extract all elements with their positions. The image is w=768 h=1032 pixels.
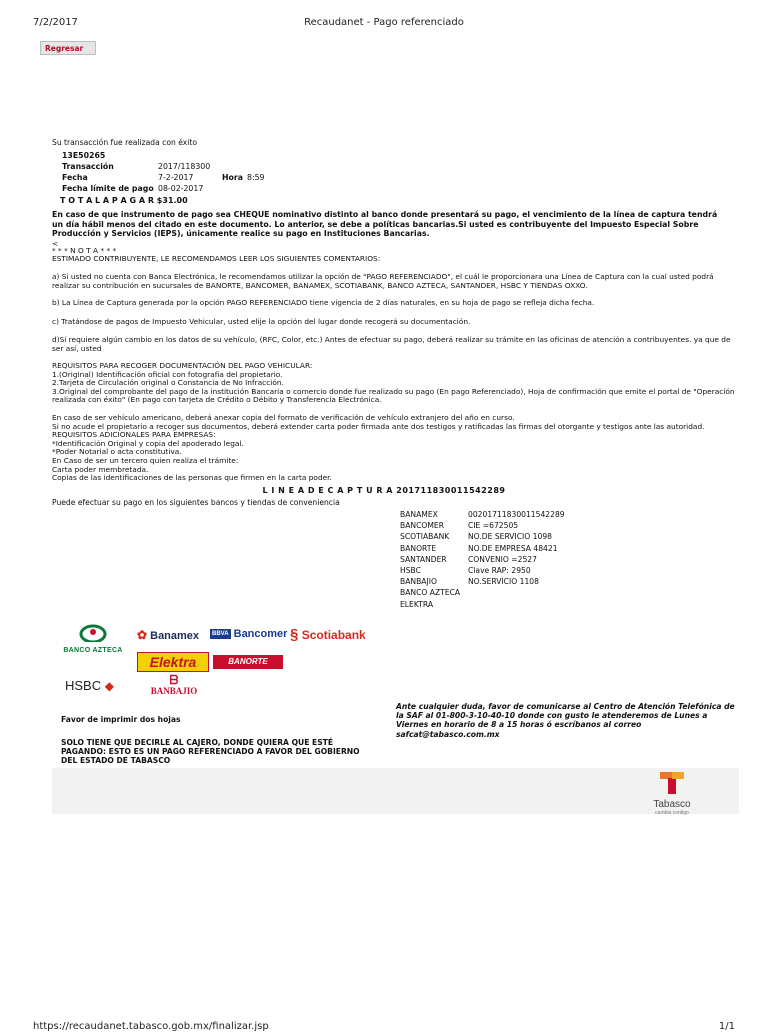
bank-name: BANBAJIO [400,577,437,587]
hsbc-logo-text: HSBC [65,678,102,693]
tabasco-slogan: cambia contigo [655,810,689,816]
bank-reference: CIE =672505 [468,521,519,531]
bank-name: SCOTIABANK [400,532,450,542]
bank-reference: NO.DE EMPRESA 48421 [468,543,558,553]
bank-name: BANORTE [400,543,437,553]
banbajio-logo-text: BANBAJIO [150,686,198,696]
table-row [400,566,565,577]
print-two-pages-note: Favor de imprimir dos hojas [61,715,181,724]
nota-c: c) Tratándose de pagos de Impuesto Vehicular, usted elije la opción del lugar donde recogerá su documentación. [52,317,471,326]
table-row [400,521,565,532]
contact-info: Ante cualquier duda, favor de comunicarse al Centro de Atención Telefónica de la SAF al 01-800-3-10-40-10 donde con gusto le atenderemos de Lunes a Viernes en horario de 8 a 15 horas ó escríbanos al correo safcat@tabasco.com.mx [396,702,735,739]
bank-reference [468,588,565,599]
bank-name: SANTANDER [400,554,447,564]
back-button[interactable]: Regresar [40,41,96,55]
cheque-warning: En caso de que instrumento de pago sea CHEQUE nominativo distinto al banco donde presentará su pago, el vencimiento de la línea de captura tendrá un día hábil menos del citado en este documento. Lo anterior, se debe a políticas bancarias.Si usted es contribuyente del Impuesto Especial Sobre Producción y Servicios (IEPS), únicamente realice su pago en Instituciones Bancarias. [52,210,718,238]
bank-name: BANAMEX [400,510,438,519]
table-row [400,555,565,566]
due-date-value: 08-02-2017 [158,184,204,193]
table-row [400,544,565,555]
table-row [400,588,565,599]
page-title: Recaudanet - Pago referenciado [304,17,464,28]
bancomer-logo [210,628,288,644]
azteca-emblem-icon [57,624,129,642]
banamex-logo-text: Banamex [150,630,200,642]
success-message: Su transacción fue realizada con éxito [52,138,197,147]
bank-reference: Clave RAP: 2950 [468,565,531,575]
time-value: 8:59 [247,173,265,182]
date-label: Fecha [62,173,88,182]
page-number: 1/1 [718,1021,735,1032]
banamex-logo [137,628,209,644]
hsbc-logo [65,678,137,696]
lt-symbol: < [52,239,59,248]
total-amount: T O T A L A P A G A R $31.00 [60,196,188,205]
table-row [400,532,565,543]
vehicle-requirements: REQUISITOS PARA RECOGER DOCUMENTACIÓN DEL PAGO VEHICULAR: 1.(Original) Identificación oficial con fotografía del propietario. 2.Tarjeta de Circulación original o Constancia de No Infracción. 3.Original del comprobante del pago de la institución Bancaria o comercio donde fue realizado su pago (En pago Referenciado), Hoja de confirmación que emite el portal de "Operación realizada con éxito" (En pago con tarjeta de Crédito o Débito y Transferencia Electrónica. [52,361,735,405]
scotiabank-logo-text: Scotiabank [301,628,366,642]
transaction-label: Transacción [62,162,114,171]
capture-line: L I N E A D E C A P T U R A 201711830011542289 [262,486,506,495]
banamex-emblem-icon: ✿ [137,628,148,642]
transaction-value: 2017/118300 [158,162,211,171]
elektra-logo [137,652,209,672]
azteca-logo-text: BANCO AZTECA [63,647,123,654]
date-value: 7-2-2017 [158,173,194,182]
nota-intro: ESTIMADO CONTRIBUYENTE, LE RECOMENDAMOS LEER LOS SIGUIENTES COMENTARIOS: [52,254,381,263]
hsbc-hexagon-icon: ◆ [104,679,114,693]
banorte-logo [213,655,283,669]
banks-table [400,510,565,611]
bank-name: BANCO AZTECA [400,588,461,598]
scotiabank-logo [290,626,370,644]
reference-code: 13E50265 [62,151,106,160]
bank-name: HSBC [400,565,421,575]
due-date-label: Fecha límite de pago [62,184,154,193]
nota-a: a) Si usted no cuenta con Banca Electrónica, le recomendamos utilizar la opción de "PAGO REFERENCIADO", el cuál le proporcionara una Línea de Captura con la cual usted podrá realizar su contribución en sucursales de BANORTE, BANCOMER, BANAMEX, SCOTIABANK, BANCO AZTECA, SANTANDER, HSBC Y TIENDAS OXXO. [52,272,714,290]
cashier-instructions: SOLO TIENE QUE DECIRLE AL CAJERO, DONDE QUIERA QUE ESTÉ PAGANDO: ESTO ES UN PAGO REFERENCIADO A FAVOR DEL GOBIERNO DEL ESTADO DE TABASCO [61,738,360,766]
additional-requirements: En caso de ser vehículo americano, deberá anexar copia del formato de verificación de vehículo extranjero del año en curso. Si no acude el propietario a recoger sus documentos, deberá extender carta poder firmada ante dos testigos y ratificadas las firmas del otorgante y testigos ante las autoridad. REQUISITOS ADICIONALES PARA EMPRESAS: *Identificación Original y copia del apoderado legal. *Poder Notarial o acta constitutiva. En Caso de ser un tercero quien realiza el trámite: Carta poder membretada. Copias de las identificaciones de las personas que firmen en la carta poder. [52,413,705,483]
table-row [400,577,565,588]
tabasco-logo [640,769,704,816]
page-url: https://recaudanet.tabasco.gob.mx/finalizar.jsp [33,1021,269,1032]
bancomer-logo-text: Bancomer [233,628,288,640]
banorte-logo-text: BANORTE [228,657,268,666]
tabasco-logo-text: Tabasco [653,799,691,810]
nota-b: b) La Línea de Captura generada por la opción PAGO REFERENCIADO tiene vigencia de 2 días naturales, en su hoja de pago se refleja dicha fecha. [52,298,595,307]
bank-name: ELEKTRA [400,599,434,609]
tabasco-t-icon [640,769,704,795]
nota-title: * * * N O T A * * * [52,246,117,255]
table-row [400,600,565,611]
banco-azteca-logo [57,624,129,652]
time-label: Hora [222,173,243,182]
print-date: 7/2/2017 [33,17,78,28]
footer-band [52,768,739,814]
bank-reference: NO.SERVICIO 1108 [468,577,539,587]
elektra-logo-text: Elektra [149,654,197,670]
bank-reference: 00201711830011542289 [468,510,565,519]
banbajio-logo [137,674,211,700]
bank-name: BANCOMER [400,521,444,531]
bank-reference [468,600,565,611]
scotiabank-s-icon: § [290,626,299,643]
table-row [400,510,565,521]
banbajio-emblem-icon: ᗷ [169,673,179,687]
bank-reference: CONVENIO =2527 [468,554,537,564]
bank-reference: NO.DE SERVICIO 1098 [468,532,552,542]
bank-logos [55,622,375,704]
bbva-icon: BBVA [212,631,229,637]
transaction-info [60,151,267,195]
banks-intro: Puede efectuar su pago en los siguientes bancos y tiendas de conveniencia [52,498,340,507]
nota-d: d)Si requiere algún cambio en los datos de su vehículo, (RFC, Color, etc.) Antes de efectuar su pago, deberá realizar su trámite en las oficinas de atención a contribuyentes. ya que de ser así, usted [52,335,731,353]
